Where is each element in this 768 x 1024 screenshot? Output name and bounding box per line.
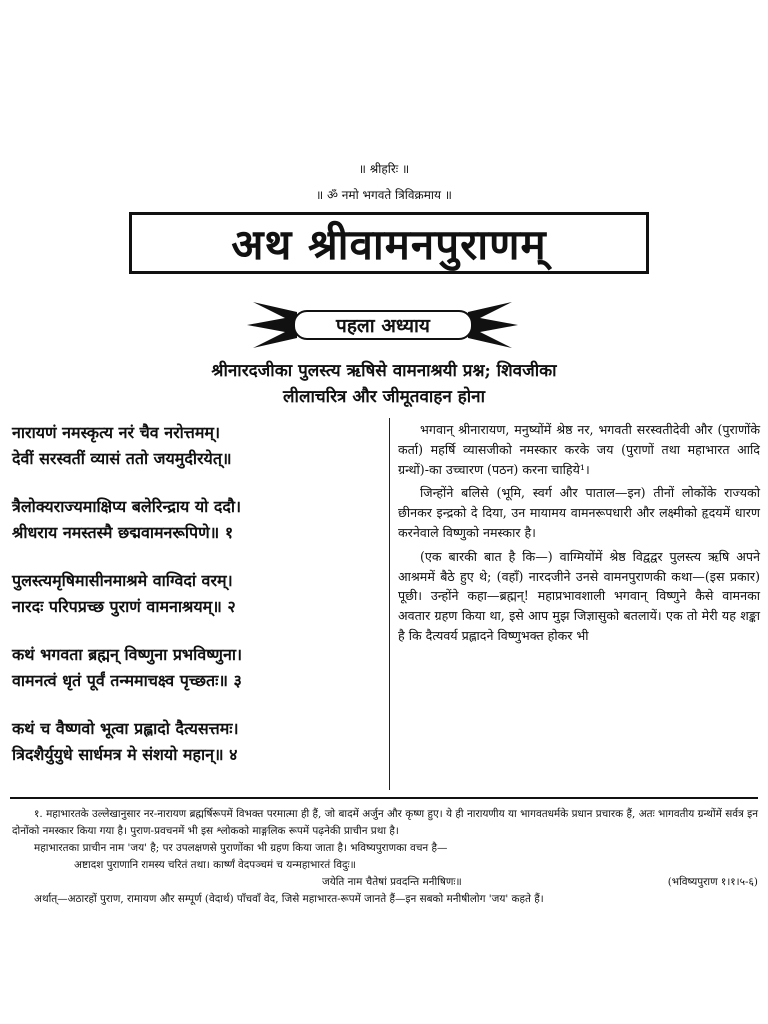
verse-line: पुलस्त्यमृषिमासीनमाश्रमे वाग्विदां वरम्। xyxy=(12,571,233,590)
translation-paragraph: (एक बारकी बात है कि—) वाग्मियोंमें श्रेष्ठ विद्वद्वर पुलस्त्य ऋषि अपने आश्रममें बैठे हुए थे; (वहाँ) नारदजीने उनसे वामनपुराणकी कथा—(इस प्रकार) पूछी। उन्होंने कहा—ब्रह्मन्! महाप्रभावशाली भगवान् विष्णुने कैसे वामनका अवतार ग्रहण किया था, इसे आप मुझ जिज्ञासुको बतलायें। एक तो मेरी यह शङ्का है कि दैत्यवर्य प्रह्लादने विष्णुभक्त होकर भी xyxy=(398,548,760,643)
chapter-label: पहला अध्याय xyxy=(293,310,473,340)
verse xyxy=(12,568,382,620)
verse xyxy=(12,642,382,694)
footnote-quote-line-1: अष्टादश पुराणानि रामस्य चरितं तथा। कार्ष्णं वेदपञ्चमं च यन्महाभारतं विदुः॥ xyxy=(74,859,356,871)
verse-line: नारदः परिपप्रच्छ पुराणं वामनाश्रयम्॥ २ xyxy=(12,597,236,616)
verse-line: श्रीधराय नमस्तस्मै छद्मवामनरूपिणे॥ १ xyxy=(12,523,234,542)
footnote-1: १. महाभारतके उल्लेखानुसार नर-नारायण ब्रह्मर्षिरूपमें विभक्त परमात्मा ही हैं, जो बादमें अर्जुन और कृष्ण हुए। ये ही नारायणीय या भागवतधर्मके प्रधान प्रचारक हैं, अतः भागवतीय ग्रन्थोंमें सर्वत्र इन दोनोंको नमस्कार किया गया है। पुराण-प्रवचनमें भी इस श्लोकको माङ्गलिक रूपमें पढ़नेकी प्राचीन प्रथा है। xyxy=(12,808,758,837)
verse-line: कथं च वैष्णवो भूत्वा प्रह्लादो दैत्यसत्तमः। xyxy=(12,719,239,738)
invocation-second: ॥ ॐ नमो भगवते त्रिविक्रमाय ॥ xyxy=(315,188,452,202)
verse xyxy=(12,716,382,768)
verse-line: त्रैलोक्यराज्यमाक्षिप्य बलेरिन्द्राय यो ददौ। xyxy=(12,497,242,516)
footnote-quote-line-2 xyxy=(12,874,758,891)
verse-line: नारायणं नमस्कृत्य नरं चैव नरोत्तमम्। xyxy=(12,423,221,442)
chapter-subtitle-line-1: श्रीनारदजीका पुलस्त्य ऋषिसे वामनाश्रयी प्रश्न; शिवजीका xyxy=(211,361,557,381)
book-title: अथ श्रीवामनपुराणम् xyxy=(129,212,649,274)
footnote-separator xyxy=(10,797,758,799)
footnote-quote-text: जयेति नाम चैतेषां प्रवदन्ति मनीषिणः॥ xyxy=(322,876,462,888)
footnote-2: महाभारतका प्राचीन नाम 'जय' है; पर उपलक्षणसे पुराणोंका भी ग्रहण किया जाता है। भविष्यपुराणका वचन है— xyxy=(34,842,448,854)
verse-line: कथं भगवता ब्रह्मन् विष्णुना प्रभविष्णुना। xyxy=(12,645,243,664)
translation-paragraph: जिन्होंने बलिसे (भूमि, स्वर्ग और पाताल—इन) तीनों लोकोंके राज्यको छीनकर इन्द्रको दे दिया, उन मायामय वामनरूपधारी और लक्ष्मीको हृदयमें धारण करनेवाले विष्णुको नमस्कार है। xyxy=(398,485,760,540)
chapter-subtitle-line-2: लीलाचरित्र और जीमूतवाहन होना xyxy=(283,387,485,407)
footnote-3: अर्थात्—अठारहों पुराण, रामायण और सम्पूर्ण (वेदार्थ) पाँचवाँ वेद, जिसे महाभारत-रूपमें जानते हैं—इन सबको मनीषीलोग 'जय' कहते हैं। xyxy=(34,893,544,905)
footnote-quote-source: (भविष्यपुराण १।१।५-६) xyxy=(667,876,758,888)
verse-line: त्रिदशैर्युयुधे सार्धमत्र मे संशयो महान्॥ ४ xyxy=(12,745,238,764)
sanskrit-verses xyxy=(12,420,382,790)
column-divider xyxy=(389,418,390,790)
verse xyxy=(12,494,382,546)
verse-line: देवीं सरस्वतीं व्यासं ततो जयमुदीरयेत्॥ xyxy=(12,449,232,468)
hindi-translation xyxy=(398,420,760,650)
verse-line: वामनत्वं धृतं पूर्वं तन्ममाचक्ष्व पृच्छतः॥ ३ xyxy=(12,671,242,690)
footnotes xyxy=(12,806,758,908)
verse xyxy=(12,420,382,472)
chapter-banner xyxy=(245,300,520,350)
invocation-top: ॥ श्रीहरिः ॥ xyxy=(358,162,410,176)
translation-paragraph: भगवान् श्रीनारायण, मनुष्योंमें श्रेष्ठ नर, भगवती सरस्वतीदेवी और (पुराणोंके कर्ता) महर्षि व्यासजीको नमस्कार करके जय (पुराणों तथा महाभारत आदि ग्रन्थों)-का उच्चारण (पठन) करना चाहिये¹। xyxy=(398,422,760,477)
